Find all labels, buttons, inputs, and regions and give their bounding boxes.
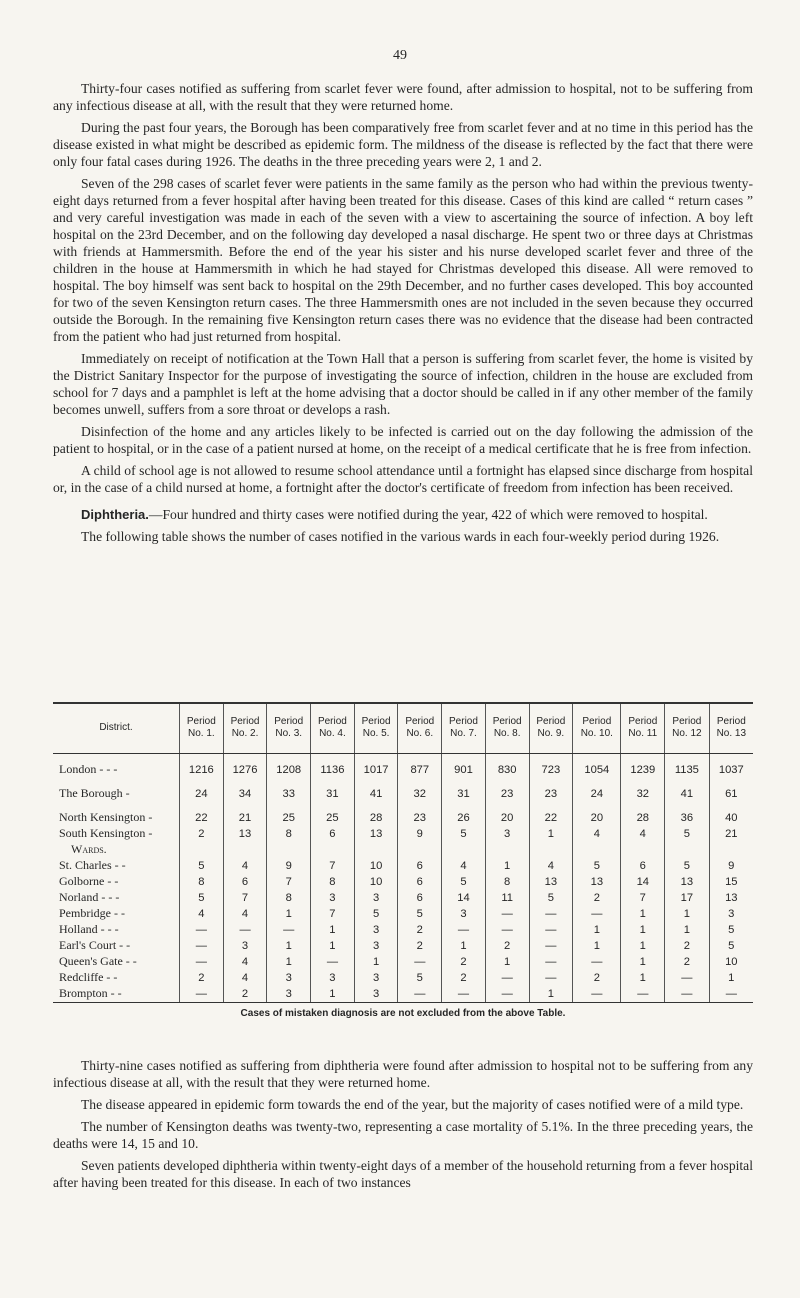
table-cell: 61 <box>709 778 753 802</box>
table-cell: — <box>180 954 224 970</box>
section-heading: Diphtheria. <box>81 507 149 522</box>
body-text-bottom <box>53 1057 753 1196</box>
empty-cell <box>442 842 486 858</box>
table-cell: 41 <box>665 778 709 802</box>
table-cell: 13 <box>354 826 398 842</box>
empty-cell <box>665 842 709 858</box>
table-cell: — <box>267 922 311 938</box>
table-cell: 25 <box>311 802 355 826</box>
empty-cell <box>223 842 267 858</box>
table-cell: 1 <box>485 954 529 970</box>
table-cell: 4 <box>621 826 665 842</box>
table-cell: 23 <box>529 778 573 802</box>
period-number: No. 1. <box>188 728 215 740</box>
diphtheria-intro: —Four hundred and thirty cases were notified during the year, 422 of which were removed to hospital. <box>148 507 708 522</box>
empty-cell <box>311 842 355 858</box>
wards-label-row <box>53 842 753 858</box>
table-cell: 13 <box>665 874 709 890</box>
table-cell: 1 <box>665 906 709 922</box>
table-cell: 1054 <box>573 753 621 778</box>
district-name: North Kensington - <box>59 810 153 824</box>
table-footnote: Cases of mistaken diagnosis are not excluded from the above Table. <box>240 1007 566 1019</box>
empty-cell <box>180 842 224 858</box>
period-number: No. 2. <box>231 728 259 740</box>
table-cell: 2 <box>398 938 442 954</box>
period-column-header <box>180 703 224 753</box>
table-cell: — <box>529 970 573 986</box>
table-cell: 1276 <box>223 753 267 778</box>
table-cell: 9 <box>398 826 442 842</box>
paragraph: Thirty-four cases notified as suffering from scarlet fever were found, after admission to hospital, not to be suffering from any infectious disease at all, with the result that they were returned home. <box>53 81 753 113</box>
period-label: Period <box>492 716 522 728</box>
table-cell: — <box>665 986 709 1003</box>
table-cell: 1 <box>621 938 665 954</box>
table-cell: 5 <box>180 890 224 906</box>
district-name: Queen's Gate - - <box>59 954 137 968</box>
table-cell: 1 <box>311 922 355 938</box>
table-cell: 3 <box>354 890 398 906</box>
table-cell: 2 <box>573 970 621 986</box>
table-cell: 1 <box>573 938 621 954</box>
period-column-header <box>621 703 665 753</box>
wards-section-label: Wards. <box>71 842 107 856</box>
period-column-header <box>529 703 573 753</box>
table-cell: 1 <box>665 922 709 938</box>
table-cell: 8 <box>485 874 529 890</box>
table-cell: 1 <box>267 954 311 970</box>
table-body <box>53 753 753 1002</box>
table-cell: 26 <box>442 802 486 826</box>
paragraph: Thirty-nine cases notified as suffering from diphtheria were found after admission to hospital not to be suffering from any infectious disease at all, with the result that they were returned home. <box>53 1058 753 1090</box>
period-column-header <box>398 703 442 753</box>
table-cell: 20 <box>485 802 529 826</box>
table-cell: 1 <box>529 826 573 842</box>
table-cell: 23 <box>398 802 442 826</box>
table-cell: 5 <box>665 826 709 842</box>
table-row <box>53 778 753 802</box>
period-label: Period <box>536 716 566 728</box>
table-cell: 32 <box>398 778 442 802</box>
table-cell: 3 <box>354 938 398 954</box>
table-cell: 1 <box>311 986 355 1003</box>
table-cell: 28 <box>354 802 398 826</box>
table-cell: 6 <box>621 858 665 874</box>
period-column-header <box>354 703 398 753</box>
table-cell: 20 <box>573 802 621 826</box>
period-label: Period <box>274 716 304 728</box>
table-cell: 1 <box>485 858 529 874</box>
table-cell: — <box>573 954 621 970</box>
paragraph: The number of Kensington deaths was twenty-two, representing a case mortality of 5.1%. In the three preceding years, the deaths were 14, 15 and 10. <box>53 1119 753 1151</box>
table-cell: 6 <box>223 874 267 890</box>
table-cell: 830 <box>485 753 529 778</box>
table-cell: 5 <box>573 858 621 874</box>
empty-cell <box>354 842 398 858</box>
table-cell: — <box>529 906 573 922</box>
district-name: St. Charles - - <box>59 858 126 872</box>
period-label: Period <box>672 716 702 728</box>
period-column-header <box>267 703 311 753</box>
table-cell: 4 <box>442 858 486 874</box>
table-cell: 1208 <box>267 753 311 778</box>
period-column-header <box>665 703 709 753</box>
table-cell: — <box>485 922 529 938</box>
table-cell: 8 <box>180 874 224 890</box>
district-name: Redcliffe - - <box>59 970 118 984</box>
period-number: No. 4. <box>319 728 346 740</box>
table-cell: 7 <box>223 890 267 906</box>
table-cell: 5 <box>442 826 486 842</box>
paragraph: Immediately on receipt of notification at the Town Hall that a person is suffering from scarlet fever, the home is visited by the District Sanitary Inspector for the purpose of investigating the source of infection, children in the house are excluded from school for 7 days and a pamphlet is left at the home advising that a doctor should be called in if any other member of the family becomes unwell, suffers from a sore throat or develops a rash. <box>53 351 753 417</box>
period-number: No. 13 <box>716 728 747 740</box>
table-cell: 901 <box>442 753 486 778</box>
table-row <box>53 753 753 778</box>
district-name: Pembridge - - <box>59 906 125 920</box>
empty-cell <box>709 842 753 858</box>
table-row <box>53 906 753 922</box>
table-cell: — <box>485 906 529 922</box>
table-cell: 1 <box>621 954 665 970</box>
table-cell: — <box>180 986 224 1003</box>
period-column-header <box>442 703 486 753</box>
table-cell: — <box>529 954 573 970</box>
table-cell: 6 <box>398 874 442 890</box>
period-column-header <box>485 703 529 753</box>
table-cell: 10 <box>709 954 753 970</box>
table-row <box>53 858 753 874</box>
empty-cell <box>485 842 529 858</box>
table-cell: 1 <box>442 938 486 954</box>
table-cell: — <box>529 938 573 954</box>
paragraph: During the past four years, the Borough has been comparatively free from scarlet fever and at no time in this period has the disease existed in what might be described as epidemic form. The mildness of the disease is reflected by the fact that there were only four fatal cases during 1926. The deaths in the three preceding years were 2, 1 and 2. <box>53 120 753 169</box>
table-cell: 2 <box>665 938 709 954</box>
table-cell: 1017 <box>354 753 398 778</box>
table-cell: 7 <box>621 890 665 906</box>
table-cell: — <box>485 970 529 986</box>
table-cell: 5 <box>529 890 573 906</box>
table-cell: — <box>485 986 529 1003</box>
page-number: 49 <box>393 48 407 63</box>
period-column-header <box>311 703 355 753</box>
district-name: London - - - <box>59 762 118 776</box>
period-label: Period <box>186 716 216 728</box>
table-cell: 3 <box>709 906 753 922</box>
table-cell: 22 <box>529 802 573 826</box>
district-name: South Kensington - <box>59 826 153 840</box>
table-row <box>53 986 753 1003</box>
table-cell: 8 <box>311 874 355 890</box>
table-cell: 4 <box>223 970 267 986</box>
table-cell: 3 <box>354 922 398 938</box>
table-cell: 11 <box>485 890 529 906</box>
diphtheria-paragraph <box>53 506 753 523</box>
table-cell: 7 <box>267 874 311 890</box>
table-cell: 1 <box>573 922 621 938</box>
table-cell: 10 <box>354 874 398 890</box>
period-label: Period <box>716 716 746 728</box>
table-cell: 5 <box>709 938 753 954</box>
table-cell: 5 <box>354 906 398 922</box>
paragraph: A child of school age is not allowed to resume school attendance until a fortnight has elapsed since discharge from hospital or, in the case of a child nursed at home, a fortnight after the doctor's certificate of freedom from infection has been received. <box>53 463 753 495</box>
period-number: No. 7. <box>450 728 477 740</box>
district-name: The Borough - <box>59 786 130 800</box>
empty-cell <box>573 842 621 858</box>
table-cell: — <box>180 922 224 938</box>
table-cell: 31 <box>311 778 355 802</box>
table-cell: 34 <box>223 778 267 802</box>
table-cell: 9 <box>267 858 311 874</box>
table-cell: 13 <box>573 874 621 890</box>
period-label: Period <box>361 716 391 728</box>
period-column-header <box>709 703 753 753</box>
table-cell: 2 <box>398 922 442 938</box>
table-cell: 1 <box>311 938 355 954</box>
table-cell: 8 <box>267 890 311 906</box>
table-cell: 4 <box>223 906 267 922</box>
district-name: Norland - - - <box>59 890 120 904</box>
table-cell: — <box>442 922 486 938</box>
table-cell: 3 <box>442 906 486 922</box>
table-cell: 1 <box>267 938 311 954</box>
table-row <box>53 922 753 938</box>
table-cell: 2 <box>442 954 486 970</box>
district-name: Earl's Court - - <box>59 938 131 952</box>
table-header <box>53 703 753 753</box>
table-cell: 2 <box>573 890 621 906</box>
table-cell: 10 <box>354 858 398 874</box>
table-cell: 13 <box>223 826 267 842</box>
table-cell: 1 <box>621 906 665 922</box>
table-cell: 2 <box>180 970 224 986</box>
period-number: No. 9. <box>537 728 565 740</box>
paragraph: The disease appeared in epidemic form towards the end of the year, but the majority of cases notified were of a mild type. <box>81 1097 744 1112</box>
table-cell: 13 <box>529 874 573 890</box>
period-label: Period <box>230 716 260 728</box>
table-cell: 1 <box>529 986 573 1003</box>
table-cell: 6 <box>398 890 442 906</box>
table-cell: 24 <box>573 778 621 802</box>
table-cell: — <box>398 986 442 1003</box>
table-row <box>53 970 753 986</box>
table-cell: 5 <box>709 922 753 938</box>
empty-cell <box>267 842 311 858</box>
table-cell: 2 <box>665 954 709 970</box>
table-cell: 3 <box>311 970 355 986</box>
table-row <box>53 890 753 906</box>
table-cell: — <box>665 970 709 986</box>
table-row <box>53 954 753 970</box>
table-cell: 877 <box>398 753 442 778</box>
table-cell: 3 <box>485 826 529 842</box>
table-cell: 4 <box>573 826 621 842</box>
district-name: Golborne - - <box>59 874 119 888</box>
table-cell: 23 <box>485 778 529 802</box>
table-cell: 24 <box>180 778 224 802</box>
table-intro: The following table shows the number of cases notified in the various wards in each four-weekly period during 1926. <box>81 529 720 544</box>
table-cell: 25 <box>267 802 311 826</box>
period-number: No. 3. <box>275 728 303 740</box>
table-cell: 40 <box>709 802 753 826</box>
table-cell: 6 <box>398 858 442 874</box>
period-column-header <box>223 703 267 753</box>
table-cell: 1135 <box>665 753 709 778</box>
table-cell: 36 <box>665 802 709 826</box>
table-cell: 1239 <box>621 753 665 778</box>
table-cell: 31 <box>442 778 486 802</box>
table-cell: 3 <box>311 890 355 906</box>
period-number: No. 5. <box>362 728 390 740</box>
table-cell: 2 <box>442 970 486 986</box>
table-row <box>53 938 753 954</box>
table-cell: 5 <box>398 970 442 986</box>
table-cell: — <box>573 906 621 922</box>
table-cell: 4 <box>223 858 267 874</box>
table-row <box>53 802 753 826</box>
table-cell: 1136 <box>311 753 355 778</box>
table-cell: — <box>180 938 224 954</box>
table-cell: 5 <box>180 858 224 874</box>
period-label: Period <box>317 716 347 728</box>
table-cell: 14 <box>442 890 486 906</box>
table-cell: 1 <box>621 970 665 986</box>
table-cell: 5 <box>442 874 486 890</box>
table-cell: — <box>311 954 355 970</box>
period-label: Period <box>449 716 478 728</box>
empty-cell <box>621 842 665 858</box>
table-cell: 4 <box>180 906 224 922</box>
empty-cell <box>398 842 442 858</box>
period-label: Period <box>582 716 612 728</box>
period-label: Period <box>628 716 658 728</box>
table-cell: 15 <box>709 874 753 890</box>
table-cell: 17 <box>665 890 709 906</box>
district-name: Holland - - - <box>59 922 119 936</box>
table-cell: 1 <box>267 906 311 922</box>
table-cell: 5 <box>398 906 442 922</box>
table-cell: 32 <box>621 778 665 802</box>
table-cell: 21 <box>223 802 267 826</box>
table-cell: 3 <box>267 970 311 986</box>
table-cell: 28 <box>621 802 665 826</box>
table-cell: 3 <box>267 986 311 1003</box>
table-cell: — <box>709 986 753 1003</box>
table-cell: 41 <box>354 778 398 802</box>
table-cell: 723 <box>529 753 573 778</box>
table-row <box>53 826 753 842</box>
paragraph: Disinfection of the home and any articles likely to be infected is carried out on the day following the admission of the patient to hospital, or in the case of a patient nursed at home, on the receipt of a medical certificate that he is free from infection. <box>53 424 753 456</box>
paragraph: Seven patients developed diphtheria within twenty-eight days of a member of the household returning from a fever hospital after having been treated for this disease. In each of two instances <box>53 1158 753 1190</box>
table-cell: 7 <box>311 858 355 874</box>
table-cell: 22 <box>180 802 224 826</box>
table-cell: 21 <box>709 826 753 842</box>
empty-cell <box>529 842 573 858</box>
district-name: Brompton - - <box>53 986 180 1003</box>
diphtheria-table <box>53 702 753 1019</box>
table-row <box>53 874 753 890</box>
paragraph: Seven of the 298 cases of scarlet fever were patients in the same family as the person who had within the previous twenty-eight days returned from a fever hospital after having been treated for this disease. Cases of this kind are called “ return cases ” and very careful investigation was made in each of the seven with a view to ascertaining the source of infection. A boy left hospital on the 23rd December, and on the following day developed a nasal discharge. He spent two or three days at Christmas with friends at Hammersmith. Before the end of the year his sister and his nurse developed scarlet fever and three of the children in the house at Hammersmith in which he had stayed for Christmas developed this disease. All were removed to hospital. The boy himself was sent back to hospital on the 29th December, and no further cases developed. This boy accounted for two of the seven Kensington return cases. The three Hammersmith ones are not included in the seven because they occurred outside the Borough. In the remaining five Kensington return cases there was no evidence that the disease had been contracted from the patient who had just returned from hospital. <box>53 176 753 344</box>
table-cell: 33 <box>267 778 311 802</box>
table-cell: — <box>223 922 267 938</box>
district-column-header: District. <box>53 703 180 753</box>
period-number: No. 10. <box>580 728 613 740</box>
table-cell: 8 <box>267 826 311 842</box>
table-cell: 1216 <box>180 753 224 778</box>
table-cell: 9 <box>709 858 753 874</box>
table-cell: 1 <box>621 922 665 938</box>
table-cell: 6 <box>311 826 355 842</box>
table-cell: — <box>529 922 573 938</box>
table-cell: 7 <box>311 906 355 922</box>
period-number: No. 11 <box>628 728 658 740</box>
table-cell: — <box>398 954 442 970</box>
period-label: Period <box>405 716 435 728</box>
period-column-header <box>573 703 621 753</box>
table-cell: — <box>573 986 621 1003</box>
table-cell: 2 <box>485 938 529 954</box>
table-cell: 3 <box>223 938 267 954</box>
period-number: No. 12 <box>672 728 702 740</box>
period-number: No. 6. <box>406 728 434 740</box>
table-cell: 2 <box>223 986 267 1003</box>
table-cell: 1037 <box>709 753 753 778</box>
table-cell: 5 <box>665 858 709 874</box>
table-cell: 1 <box>354 954 398 970</box>
table-cell: 4 <box>223 954 267 970</box>
table-cell: 14 <box>621 874 665 890</box>
body-text-top <box>53 80 753 550</box>
table-cell: 3 <box>354 986 398 1003</box>
table-cell: 2 <box>180 826 224 842</box>
period-number: No. 8. <box>493 728 521 740</box>
table-cell: — <box>621 986 665 1003</box>
table-cell: — <box>442 986 486 1003</box>
table-cell: 3 <box>354 970 398 986</box>
table-cell: 13 <box>709 890 753 906</box>
table-cell: 1 <box>709 970 753 986</box>
table-cell: 4 <box>529 858 573 874</box>
